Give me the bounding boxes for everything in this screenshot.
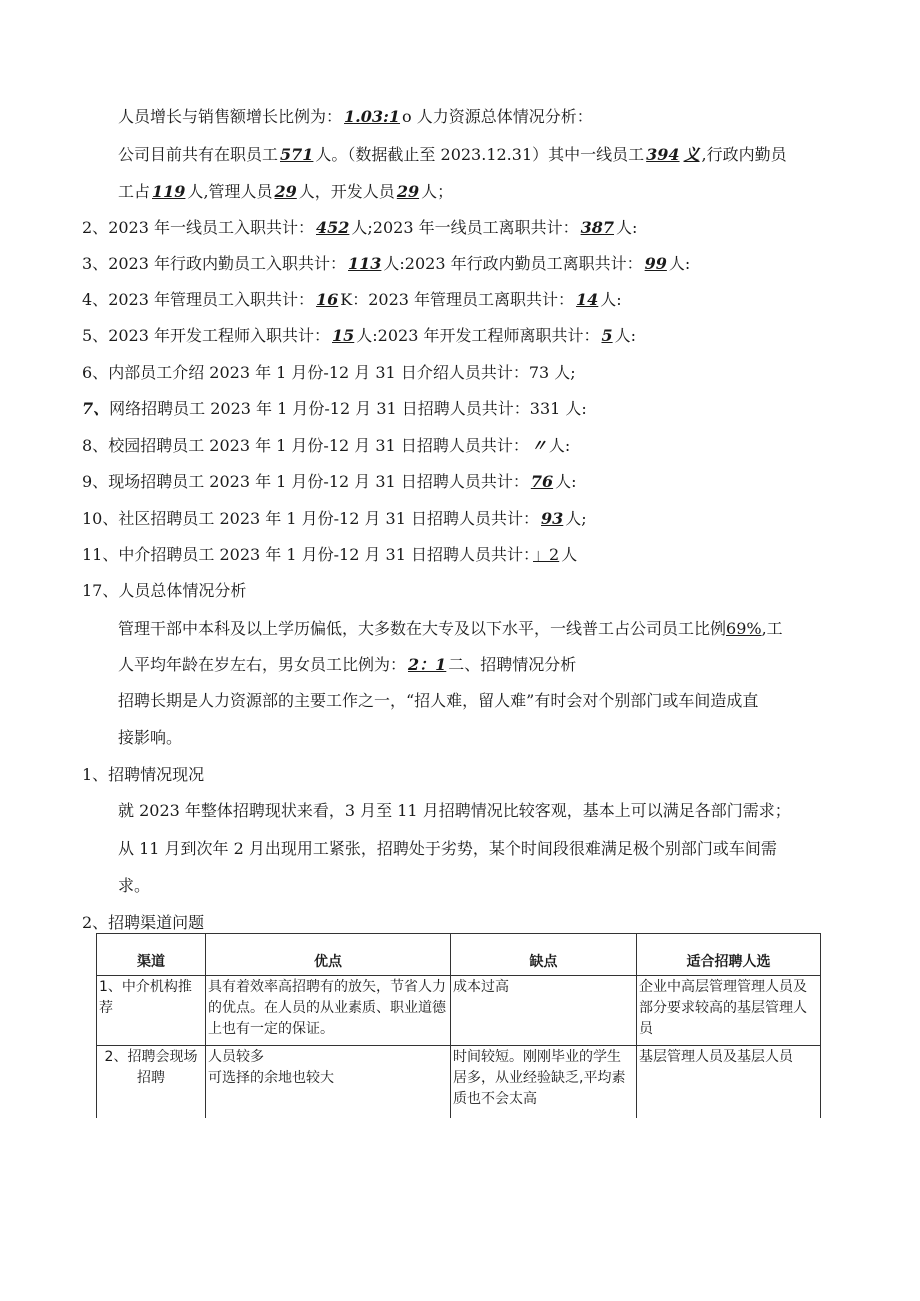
item-text: 人: bbox=[600, 290, 622, 309]
mgmt-count: 29 bbox=[274, 182, 297, 201]
item-text: 中介招聘员工 2023 年 1 月份-12 月 31 日招聘人员共计： bbox=[118, 545, 532, 564]
header-fit: 适合招聘人选 bbox=[637, 934, 821, 976]
item-text: 网络招聘员工 2023 年 1 月份-12 月 31 日招聘人员共计：331 人: bbox=[109, 399, 587, 418]
item-text: 人: bbox=[616, 218, 638, 237]
cell-pros: 具有着效率高招聘有的放矢，节省人力的优点。在人员的从业素质、职业道德上也有一定的保证。 bbox=[206, 976, 451, 1046]
item-suffix: 人 bbox=[561, 545, 578, 564]
admin-prefix: 工占 bbox=[118, 182, 151, 201]
table-header-row bbox=[97, 934, 821, 976]
cell-fit: 企业中高层管理管理人员及部分要求较高的基层管理人员 bbox=[637, 976, 821, 1046]
list-item bbox=[82, 435, 570, 457]
paragraph-line: 求。 bbox=[118, 876, 151, 895]
cell-cons: 成本过高 bbox=[451, 976, 637, 1046]
item-value: 16 bbox=[316, 290, 339, 309]
item-text: 2023 年一线员工入职共计： bbox=[108, 218, 314, 237]
list-item bbox=[82, 253, 690, 275]
staff-mid: 人。（数据截止至 2023.12.31）其中一线员工 bbox=[315, 145, 645, 164]
admin-unit: 人 bbox=[187, 182, 204, 201]
paragraph-text: 二、招聘情况分析 bbox=[448, 655, 577, 674]
item-text: 2023 年开发工程师入职共计： bbox=[108, 326, 330, 345]
item-text: 人:2023 年行政内勤员工离职共计： bbox=[383, 254, 643, 273]
cell-channel: 1、中介机构推荐 bbox=[97, 976, 206, 1046]
item-suffix: 人: bbox=[548, 436, 571, 455]
item-value: 15 bbox=[332, 326, 355, 345]
table-row bbox=[97, 1046, 821, 1119]
cell-cons: 时间较短。刚刚毕业的学生居多，从业经验缺乏,平均素质也不会太高 bbox=[451, 1046, 637, 1119]
gender-ratio: 2：1 bbox=[408, 655, 447, 674]
admin-count: 119 bbox=[152, 182, 186, 201]
list-item bbox=[82, 289, 622, 311]
paragraph-text: ,工 bbox=[761, 619, 783, 638]
item-value: 76 bbox=[530, 472, 554, 491]
dev-suffix: 人； bbox=[421, 182, 454, 201]
staff-line bbox=[118, 144, 787, 166]
item-text: 现场招聘员工 2023 年 1 月份-12 月 31 日招聘人员共计： bbox=[108, 472, 529, 491]
item-number: 3、 bbox=[82, 254, 109, 273]
section-heading: 2、招聘渠道问题 bbox=[82, 913, 205, 932]
paragraph-line bbox=[118, 654, 576, 676]
cell-channel: 2、招聘会现场招聘 bbox=[97, 1046, 206, 1119]
item-text: 人:2023 年开发工程师离职共计： bbox=[356, 326, 600, 345]
list-item bbox=[82, 544, 577, 566]
admin-label: ,行政内勤员 bbox=[701, 145, 787, 164]
staff-total: 571 bbox=[280, 145, 314, 164]
item-text: 2023 年行政内勤员工入职共计： bbox=[108, 254, 346, 273]
recruit-channel-table bbox=[96, 933, 821, 1118]
item-text: 2023 年管理员工入职共计： bbox=[108, 290, 314, 309]
mgmt-label: ,管理人员 bbox=[203, 182, 273, 201]
list-item bbox=[82, 398, 587, 420]
pros-line: 人员较多 bbox=[208, 1049, 264, 1065]
item-value: 113 bbox=[348, 254, 382, 273]
paragraph-line: 就 2023 年整体招聘现状来看，3 月至 11 月招聘情况比较客观，基本上可以满足各部门需求； bbox=[118, 801, 791, 820]
item-number: 10、 bbox=[82, 509, 119, 528]
list-item bbox=[82, 325, 636, 347]
item-text: 人: bbox=[668, 254, 691, 273]
item-number: 4、 bbox=[82, 290, 109, 309]
item-number: 6、 bbox=[82, 363, 109, 382]
paragraph-line: 从 11 月到次年 2 月出现用工紧张，招聘处于劣势，某个时间段很难满足极个别部门或车间需 bbox=[118, 839, 777, 858]
staff-line-2 bbox=[118, 181, 453, 203]
frontline-count: 394 bbox=[646, 145, 680, 164]
header-channel: 渠道 bbox=[97, 934, 206, 976]
table-row bbox=[97, 976, 821, 1046]
list-item bbox=[82, 362, 576, 384]
section-heading: 17、人员总体情况分析 bbox=[82, 581, 247, 600]
item-number: 5、 bbox=[82, 326, 109, 345]
section-heading: 1、招聘情况现况 bbox=[82, 765, 205, 784]
item-value: 5 bbox=[601, 326, 613, 345]
item-text: 内部员工介绍 2023 年 1 月份-12 月 31 日介绍人员共计：73 人; bbox=[108, 363, 576, 382]
paragraph-text: 管理干部中本科及以上学历偏低，大多数在大专及以下水平，一线普工占公司员工比例 bbox=[118, 619, 727, 638]
paragraph-line: 招聘长期是人力资源部的主要工作之一，“招人难，留人难”有时会对个别部门或车间造成直 bbox=[118, 691, 759, 710]
item-number: 8、 bbox=[82, 436, 109, 455]
ratio-prefix: 人员增长与销售额增长比例为： bbox=[118, 107, 343, 126]
paragraph-line bbox=[118, 618, 783, 640]
dev-count: 29 bbox=[396, 182, 420, 201]
frontline-unit: 义 bbox=[683, 145, 700, 164]
pros-line: 可选择的余地也较大 bbox=[208, 1070, 334, 1086]
paragraph-text: 人平均年龄在岁左右，男女员工比例为： bbox=[118, 655, 407, 674]
cell-pros bbox=[206, 1046, 451, 1119]
item-value: 」2 bbox=[533, 545, 560, 564]
item-text: K：2023 年管理员工离职共计： bbox=[340, 290, 575, 309]
item-value: 14 bbox=[576, 290, 599, 309]
item-number: 2、 bbox=[82, 218, 109, 237]
ratio-line bbox=[118, 106, 593, 128]
paragraph-line: 接影响。 bbox=[118, 728, 183, 747]
item-text: 校园招聘员工 2023 年 1 月份-12 月 31 日招聘人员共计： bbox=[108, 436, 529, 455]
percent-value: 69% bbox=[726, 619, 762, 638]
cell-fit: 基层管理人员及基层人员 bbox=[637, 1046, 821, 1119]
item-text: 社区招聘员工 2023 年 1 月份-12 月 31 日招聘人员共计： bbox=[118, 509, 540, 528]
item-value: 452 bbox=[316, 218, 350, 237]
ratio-value: 1.03:1 bbox=[344, 107, 401, 126]
item-suffix: 人: bbox=[555, 472, 577, 491]
item-text: 人: bbox=[614, 326, 637, 345]
list-item bbox=[82, 471, 577, 493]
item-value: 387 bbox=[580, 218, 615, 237]
item-number: 11、 bbox=[82, 545, 119, 564]
header-cons: 缺点 bbox=[451, 934, 637, 976]
header-pros: 优点 bbox=[206, 934, 451, 976]
staff-prefix: 公司目前共有在职员工 bbox=[118, 145, 279, 164]
item-text: 人;2023 年一线员工离职共计： bbox=[351, 218, 579, 237]
item-number: 7、 bbox=[82, 399, 110, 418]
item-value: 93 bbox=[541, 509, 564, 528]
item-number: 9、 bbox=[82, 472, 109, 491]
item-suffix: 人; bbox=[565, 509, 587, 528]
item-value: 99 bbox=[644, 254, 667, 273]
list-item bbox=[82, 508, 587, 530]
list-item bbox=[82, 217, 637, 239]
ratio-suffix: o 人力资源总体情况分析： bbox=[402, 107, 593, 126]
item-value: 〃 bbox=[530, 436, 547, 455]
dev-label: 人，开发人员 bbox=[298, 182, 395, 201]
